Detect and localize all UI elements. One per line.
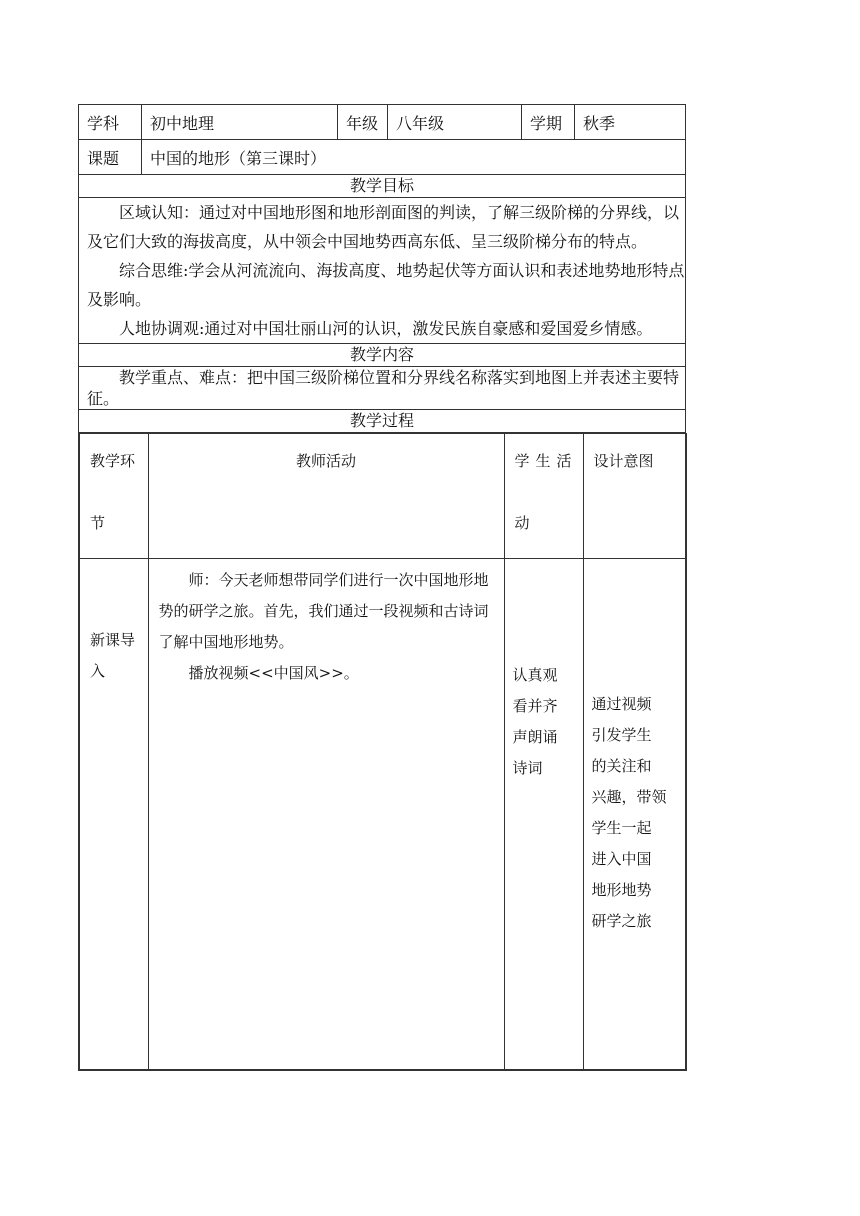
term-value: 秋季 [575, 105, 686, 140]
objective-item: 区域认知：通过对中国地形图和地形剖面图的判读，了解三级阶梯的分界线，以及它们大致的海拔高度，从中领会中国地势西高东低、呈三级阶梯分布的特点。 [87, 203, 680, 251]
objectives-body [79, 198, 686, 344]
design-intent-cell: 通过视频 引发学生 的关注和 兴趣，带领 学生一起 进入中国 地形地势 研学之旅 [583, 559, 686, 1071]
topic-value: 中国的地形（第三课时） [142, 140, 686, 175]
content-text: 教学重点、难点：把中国三级阶梯位置和分界线名称落实到地图上并表述主要特征。 [87, 368, 680, 408]
student-activity-cell: 认真观 看并齐 声朗诵 诗词 [504, 559, 583, 1071]
lesson-plan [78, 104, 685, 1071]
header-student: 学生活 动 [504, 434, 583, 559]
teacher-activity-cell [148, 559, 504, 1071]
objectives-heading: 教学目标 [79, 175, 686, 198]
lesson-info-table [78, 104, 686, 433]
topic-row [79, 140, 686, 175]
header-intent: 设计意图 [583, 434, 686, 559]
header-phase: 教学环 节 [79, 434, 148, 559]
teacher-text: 播放视频<<中国风>>。 [188, 664, 359, 682]
content-body [79, 367, 686, 410]
process-table [78, 433, 687, 1071]
grade-value: 八年级 [388, 105, 522, 140]
phase-cell: 新课导 入 [79, 559, 148, 1071]
content-heading: 教学内容 [79, 344, 686, 367]
info-row [79, 105, 686, 140]
subject-value: 初中地理 [142, 105, 338, 140]
header-teacher: 教师活动 [148, 434, 504, 559]
topic-label: 课题 [79, 140, 142, 175]
term-label: 学期 [522, 105, 575, 140]
objective-item: 人地协调观:通过对中国壮丽山河的认识，激发民族自豪感和爱国爱乡情感。 [119, 319, 653, 338]
process-header-row [79, 434, 686, 559]
objective-item: 综合思维:学会从河流流向、海拔高度、地势起伏等方面认识和表述地势地形特点及影响。 [87, 261, 685, 309]
grade-label: 年级 [338, 105, 388, 140]
teacher-text: 师：今天老师想带同学们进行一次中国地形地势的研学之旅。首先，我们通过一段视频和古诗词了解中国地形地势。 [158, 571, 489, 651]
process-heading: 教学过程 [79, 410, 686, 433]
process-row [79, 559, 686, 1071]
subject-label: 学科 [79, 105, 142, 140]
